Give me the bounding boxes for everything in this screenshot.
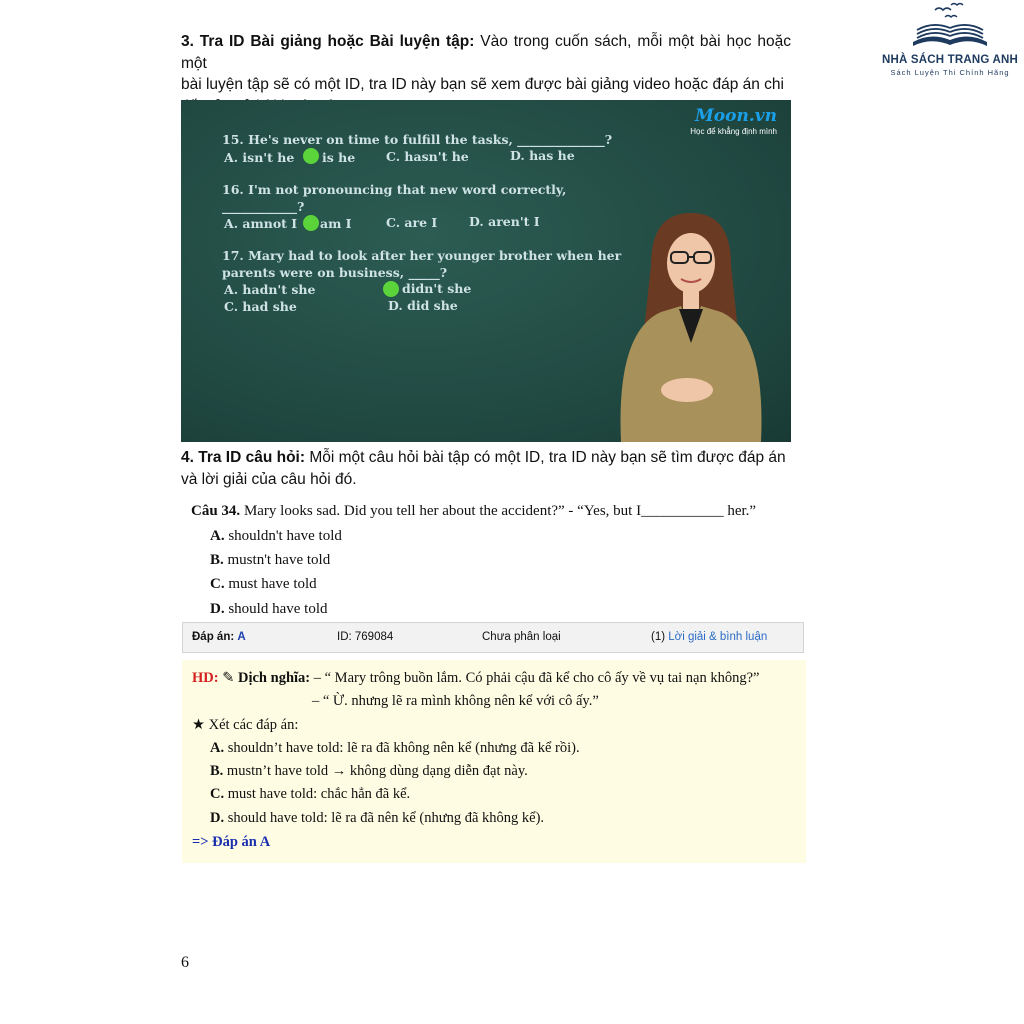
question-option [210,574,317,594]
publisher-logo [880,2,1020,82]
question-option [210,550,330,570]
q16-option-c: C. are I [386,215,438,230]
section4-line2: và lời giải của câu hỏi đó. [181,470,357,488]
page-number: 6 [181,954,189,971]
question-label: Câu 34. [191,503,241,519]
section3-line1: Vào trong cuốn sách, mỗi một bài học hoặc một [181,33,791,72]
question-text: Mary looks sad. Did you tell her about the accident?” - “Yes, but I___________ her.” [240,503,757,519]
item-text: should have told: lẽ ra đã nên kể (nhưng đã không kể). [224,810,545,826]
explanation-item [210,784,410,804]
section4-line1: Mỗi một câu hỏi bài tập có một ID, tra ID này bạn sẽ tìm được đáp án [305,449,786,466]
comment-field [651,631,767,643]
logo-tagline: Sách Luyện Thi Chính Hãng [890,68,1010,77]
q17-option-a: A. hadn't she [224,282,316,297]
option-letter: D. [210,601,225,617]
pencil-icon: ✎ [222,670,235,686]
section3-line2: bài luyện tập sẽ có một ID, tra ID này bạn sẽ xem được bài giảng video hoặc đáp án chi [181,76,784,93]
answer-field [192,631,246,643]
item-text: shouldn’t have told: lẽ ra đã không nên kể (nhưng đã kể rồi). [224,740,580,756]
consider-line [192,715,298,735]
question-option [210,599,328,619]
explanation-item [210,738,580,758]
q16-line2: ____________? [222,199,305,214]
translate-label: Dịch nghĩa: [238,670,311,686]
section4-paragraph [181,447,791,490]
answer-marker [303,215,319,231]
answer-label: Đáp án: [192,631,235,643]
q16-option-b: am I [320,216,352,231]
option-text: shouldn't have told [224,528,342,544]
star-icon: ★ [192,717,205,733]
answer-marker [383,281,399,297]
question-stem [191,501,756,521]
q17-option-c: C. had she [224,299,297,314]
answer-info-bar [182,622,804,653]
option-text: mustn't have told [223,552,331,568]
hd-label: HD: [192,670,219,686]
translation-1: – “ Mary trông buồn lắm. Có phải cậu đã kể cho cô ấy về vụ tai nạn không?” [310,670,760,686]
explanation-item [210,761,528,781]
option-text: must have told [224,576,317,592]
question-category: Chưa phân loại [482,631,561,643]
q15-option-d: D. has he [510,148,575,163]
answer-marker [303,148,319,164]
question-id: ID: 769084 [337,631,394,643]
video-brand [690,106,777,136]
q17-option-b: didn't she [402,281,472,296]
item-text: mustn’t have told → không dùng dạng diễn đạt này. [223,763,528,779]
q15-text: 15. He's never on time to fulfill the tasks, ______________? [222,132,613,147]
section4-heading: 4. Tra ID câu hỏi: [181,449,306,466]
translation-line-2: – “ Ừ. nhưng lẽ ra mình không nên kể với cô ấy.” [312,693,599,709]
comment-count: (1) [651,631,666,643]
answer-value: A [237,631,246,643]
video-lecture-frame[interactable] [181,100,791,442]
conclusion: => Đáp án A [192,834,271,850]
brand-name: Moon.vn [694,106,777,126]
q17-line2: parents were on business, _____? [222,265,448,280]
item-text: must have told: chắc hẳn đã kể. [224,786,411,802]
q15-option-b: is he [322,150,356,165]
option-text: should have told [224,601,328,617]
explanation-box [182,660,806,863]
option-letter: A. [210,528,225,544]
option-letter: B. [210,552,224,568]
consider-label: Xét các đáp án: [208,717,299,733]
q16-option-d: D. aren't I [469,214,540,229]
brand-slogan: Học để khẳng định mình [690,127,777,136]
q17-line1: 17. Mary had to look after her younger brother when her [222,248,622,263]
q16-line1: 16. I'm not pronouncing that new word correctly, [222,182,567,197]
question-option [210,526,342,546]
item-letter: A. [210,740,225,756]
item-letter: D. [210,810,225,826]
solution-comments-link[interactable]: Lời giải & bình luận [668,631,768,643]
teacher-presenter-image [591,205,791,442]
explanation-item [210,808,544,828]
translation-line-1 [192,668,760,688]
section3-heading: 3. Tra ID Bài giảng hoặc Bài luyện tập: [181,33,475,50]
q16-option-a: A. amnot I [224,216,298,231]
logo-name: NHÀ SÁCH TRANG ANH [881,54,1019,66]
q17-option-d: D. did she [388,298,458,313]
q15-option-a: A. isn't he [224,150,295,165]
item-letter: B. [210,763,224,779]
item-letter: C. [210,786,225,802]
q15-option-c: C. hasn't he [386,149,469,164]
option-letter: C. [210,576,225,592]
open-book-with-birds-icon [905,2,995,52]
